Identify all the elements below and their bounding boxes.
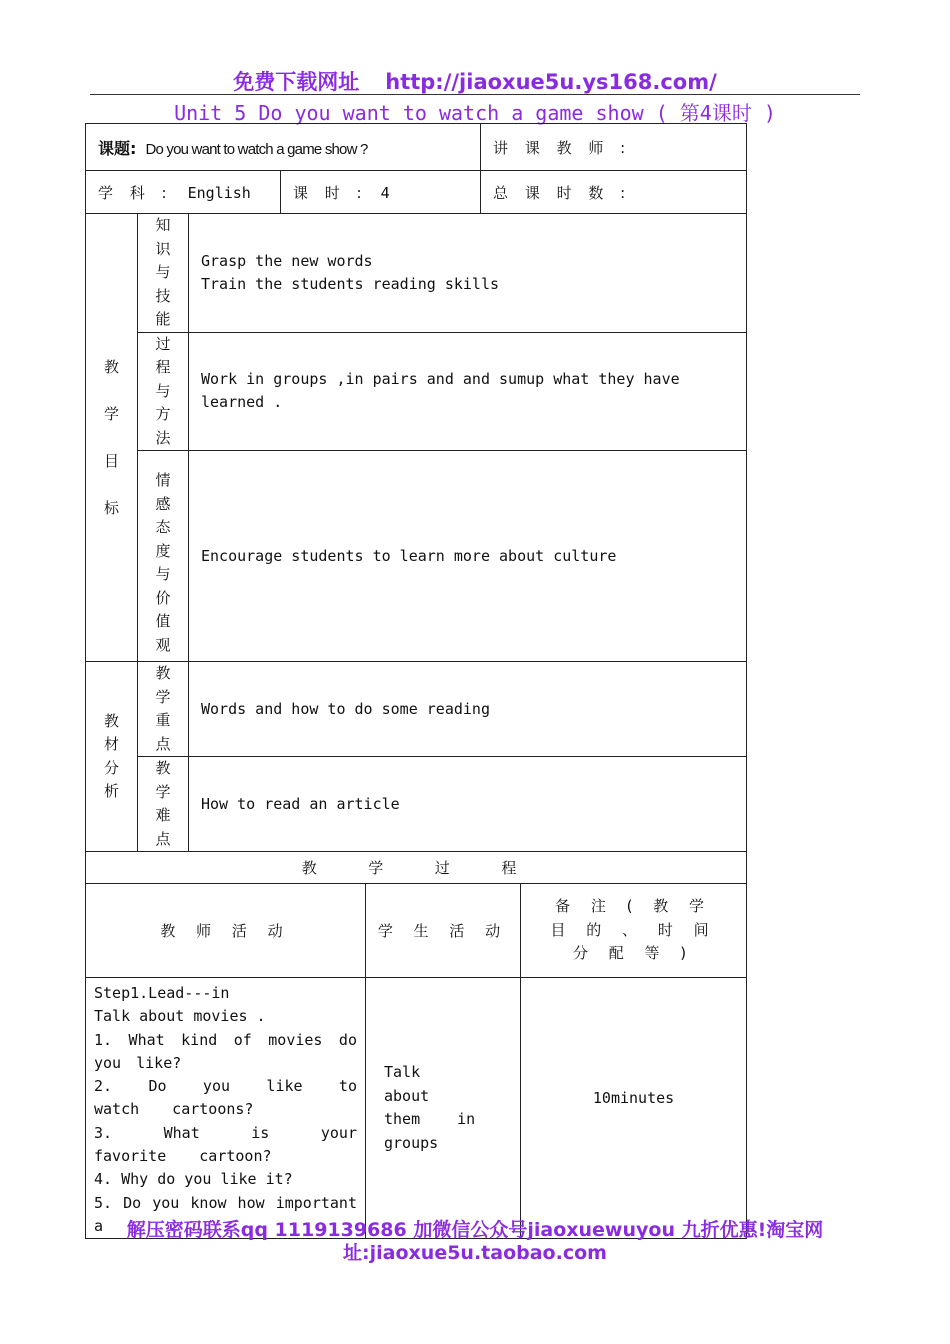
page-header bbox=[0, 66, 950, 96]
col-notes: 备 注 ( 教 学 目 的 、 时 间 分 配 等 ) bbox=[521, 884, 747, 978]
goal-process-content: Work in groups ,in pairs and and sumup what they have learned . bbox=[189, 332, 747, 451]
key-points-content: Words and how to do some reading bbox=[189, 662, 747, 757]
goal-knowledge-label: 知 识 与 技 能 bbox=[138, 214, 189, 333]
footer-contact: 解压密码联系qq 1119139686 加微信公众号jiaoxuewuyou 九折优惠!淘宝网 bbox=[126, 1219, 824, 1241]
subject-label: 学 科 : bbox=[98, 183, 173, 202]
col-teacher-activity: 教 师 活 动 bbox=[86, 884, 366, 978]
topic-label: 课题: bbox=[98, 138, 137, 158]
lesson-value: 4 bbox=[380, 183, 390, 202]
topic-value: Do you want to watch a game show ? bbox=[145, 140, 368, 158]
subject-cell bbox=[86, 171, 281, 214]
free-download-label: 免费下载网址 bbox=[233, 70, 360, 94]
lesson-plan-table bbox=[85, 123, 747, 1239]
header-rule bbox=[90, 94, 860, 95]
goal-attitude-label: 情 感 态 度 与 价 值 观 bbox=[138, 451, 189, 662]
lesson-label: 课 时 : bbox=[293, 183, 368, 202]
difficult-points-label: 教 学 难 点 bbox=[138, 757, 189, 852]
step1-teacher-activity: Step1.Lead---in Talk about movies . 1. What kind of movies do you like? 2. Do you like to watch cartoons? 3. What is your favorite cartoon? 4. Why do you like it? 5. Do you know how important a bbox=[86, 978, 366, 1239]
topic-cell bbox=[86, 124, 481, 171]
step1-time: 10minutes bbox=[521, 978, 747, 1239]
goal-attitude-content: Encourage students to learn more about culture bbox=[189, 451, 747, 662]
goal-process-label: 过 程 与 方 法 bbox=[138, 332, 189, 451]
key-points-label: 教 学 重 点 bbox=[138, 662, 189, 757]
goals-label: 教 学 目 标 bbox=[86, 214, 138, 662]
difficult-points-content: How to read an article bbox=[189, 757, 747, 852]
footer-shop-url[interactable]: 址:jiaoxue5u.taobao.com bbox=[343, 1242, 607, 1264]
goal-knowledge-content: Grasp the new words Train the students reading skills bbox=[189, 214, 747, 333]
total-lessons-cell: 总 课 时 数 : bbox=[481, 171, 747, 214]
page-footer bbox=[0, 1219, 950, 1265]
step1-student-activity: Talk about them in groups bbox=[366, 978, 521, 1239]
teacher-cell: 讲 课 教 师 : bbox=[481, 124, 747, 171]
analysis-label: 教 材 分 析 bbox=[86, 662, 138, 852]
lesson-title: Unit 5 Do you want to watch a game show ( 第4课时 ) bbox=[174, 101, 776, 125]
lesson-cell bbox=[281, 171, 481, 214]
process-heading: 教 学 过 程 bbox=[86, 852, 747, 884]
site-url-link[interactable]: http://jiaoxue5u.ys168.com/ bbox=[385, 70, 717, 94]
col-student-activity: 学 生 活 动 bbox=[366, 884, 521, 978]
subject-value: English bbox=[187, 183, 251, 202]
